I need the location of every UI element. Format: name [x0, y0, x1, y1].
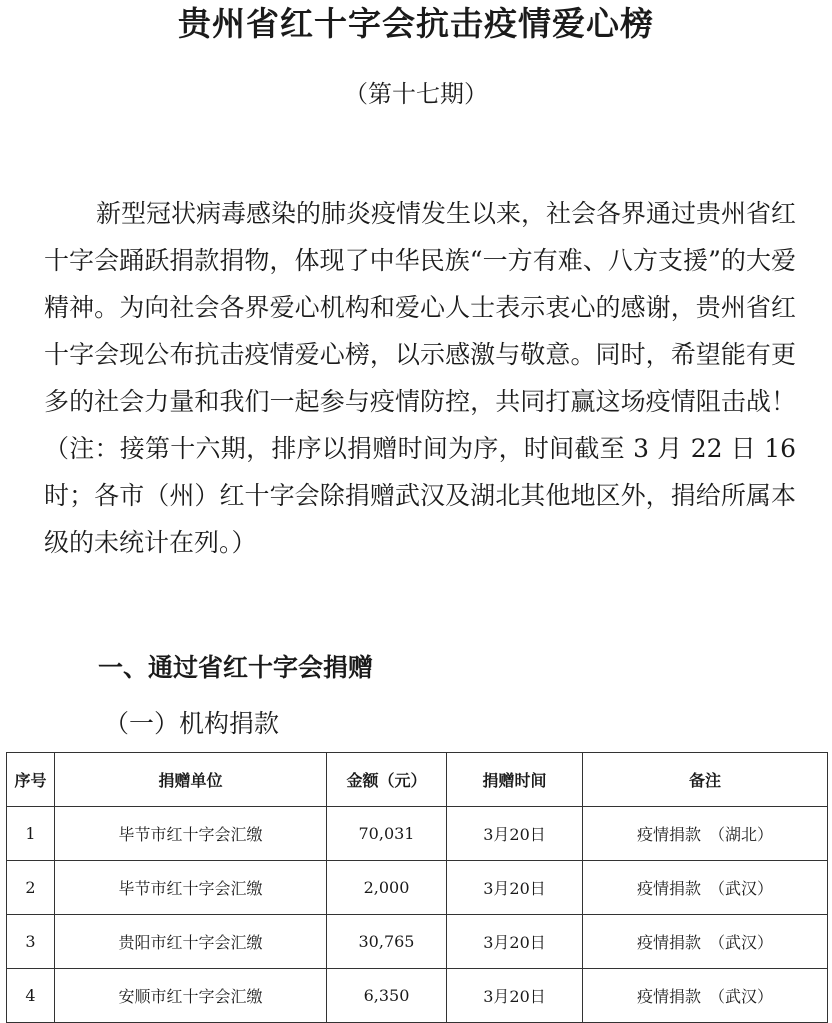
section-heading: 一、通过省红十字会捐赠 [98, 653, 374, 682]
cell-date: 3月20日 [447, 807, 583, 861]
cell-note: 疫情捐款 （武汉） [583, 969, 828, 1023]
cell-donor: 贵阳市红十字会汇缴 [55, 915, 327, 969]
donation-table [6, 752, 828, 1023]
table-row [7, 861, 828, 915]
cell-amount: 70,031 [327, 807, 447, 861]
cell-number: 1 [7, 807, 55, 861]
table-header-row [7, 753, 828, 807]
cell-amount: 30,765 [327, 915, 447, 969]
cell-note: 疫情捐款 （武汉） [583, 915, 828, 969]
cell-amount: 6,350 [327, 969, 447, 1023]
table-row [7, 969, 828, 1023]
header-date: 捐赠时间 [447, 753, 583, 807]
header-number: 序号 [7, 753, 55, 807]
cell-note: 疫情捐款 （武汉） [583, 861, 828, 915]
cell-donor: 毕节市红十字会汇缴 [55, 807, 327, 861]
document-title: 贵州省红十字会抗击疫情爱心榜 [178, 4, 654, 43]
cell-number: 3 [7, 915, 55, 969]
cell-note: 疫情捐款 （湖北） [583, 807, 828, 861]
cell-number: 4 [7, 969, 55, 1023]
subsection-heading: （一）机构捐款 [104, 709, 280, 738]
cell-date: 3月20日 [447, 861, 583, 915]
header-amount: 金额（元） [327, 753, 447, 807]
issue-number: （第十七期） [344, 80, 488, 108]
cell-donor: 毕节市红十字会汇缴 [55, 861, 327, 915]
cell-date: 3月20日 [447, 969, 583, 1023]
table-row [7, 915, 828, 969]
cell-date: 3月20日 [447, 915, 583, 969]
cell-number: 2 [7, 861, 55, 915]
intro-paragraph: 新型冠状病毒感染的肺炎疫情发生以来，社会各界通过贵州省红十字会踊跃捐款捐物，体现了中华民族“一方有难、八方支援”的大爱精神。为向社会各界爱心机构和爱心人士表示衷心的感谢，贵州省红十字会现公布抗击疫情爱心榜，以示感激与敬意。同时，希望能有更多的社会力量和我们一起参与疫情防控，共同打赢这场疫情阻击战！（注：接第十六期，排序以捐赠时间为序，时间截至 3 月 22 日 16 时；各市（州）红十字会除捐赠武汉及湖北其他地区外，捐给所属本级的未统计在列。） [44, 199, 797, 557]
table-row [7, 807, 828, 861]
cell-amount: 2,000 [327, 861, 447, 915]
header-note: 备注 [583, 753, 828, 807]
cell-donor: 安顺市红十字会汇缴 [55, 969, 327, 1023]
header-donor: 捐赠单位 [55, 753, 327, 807]
